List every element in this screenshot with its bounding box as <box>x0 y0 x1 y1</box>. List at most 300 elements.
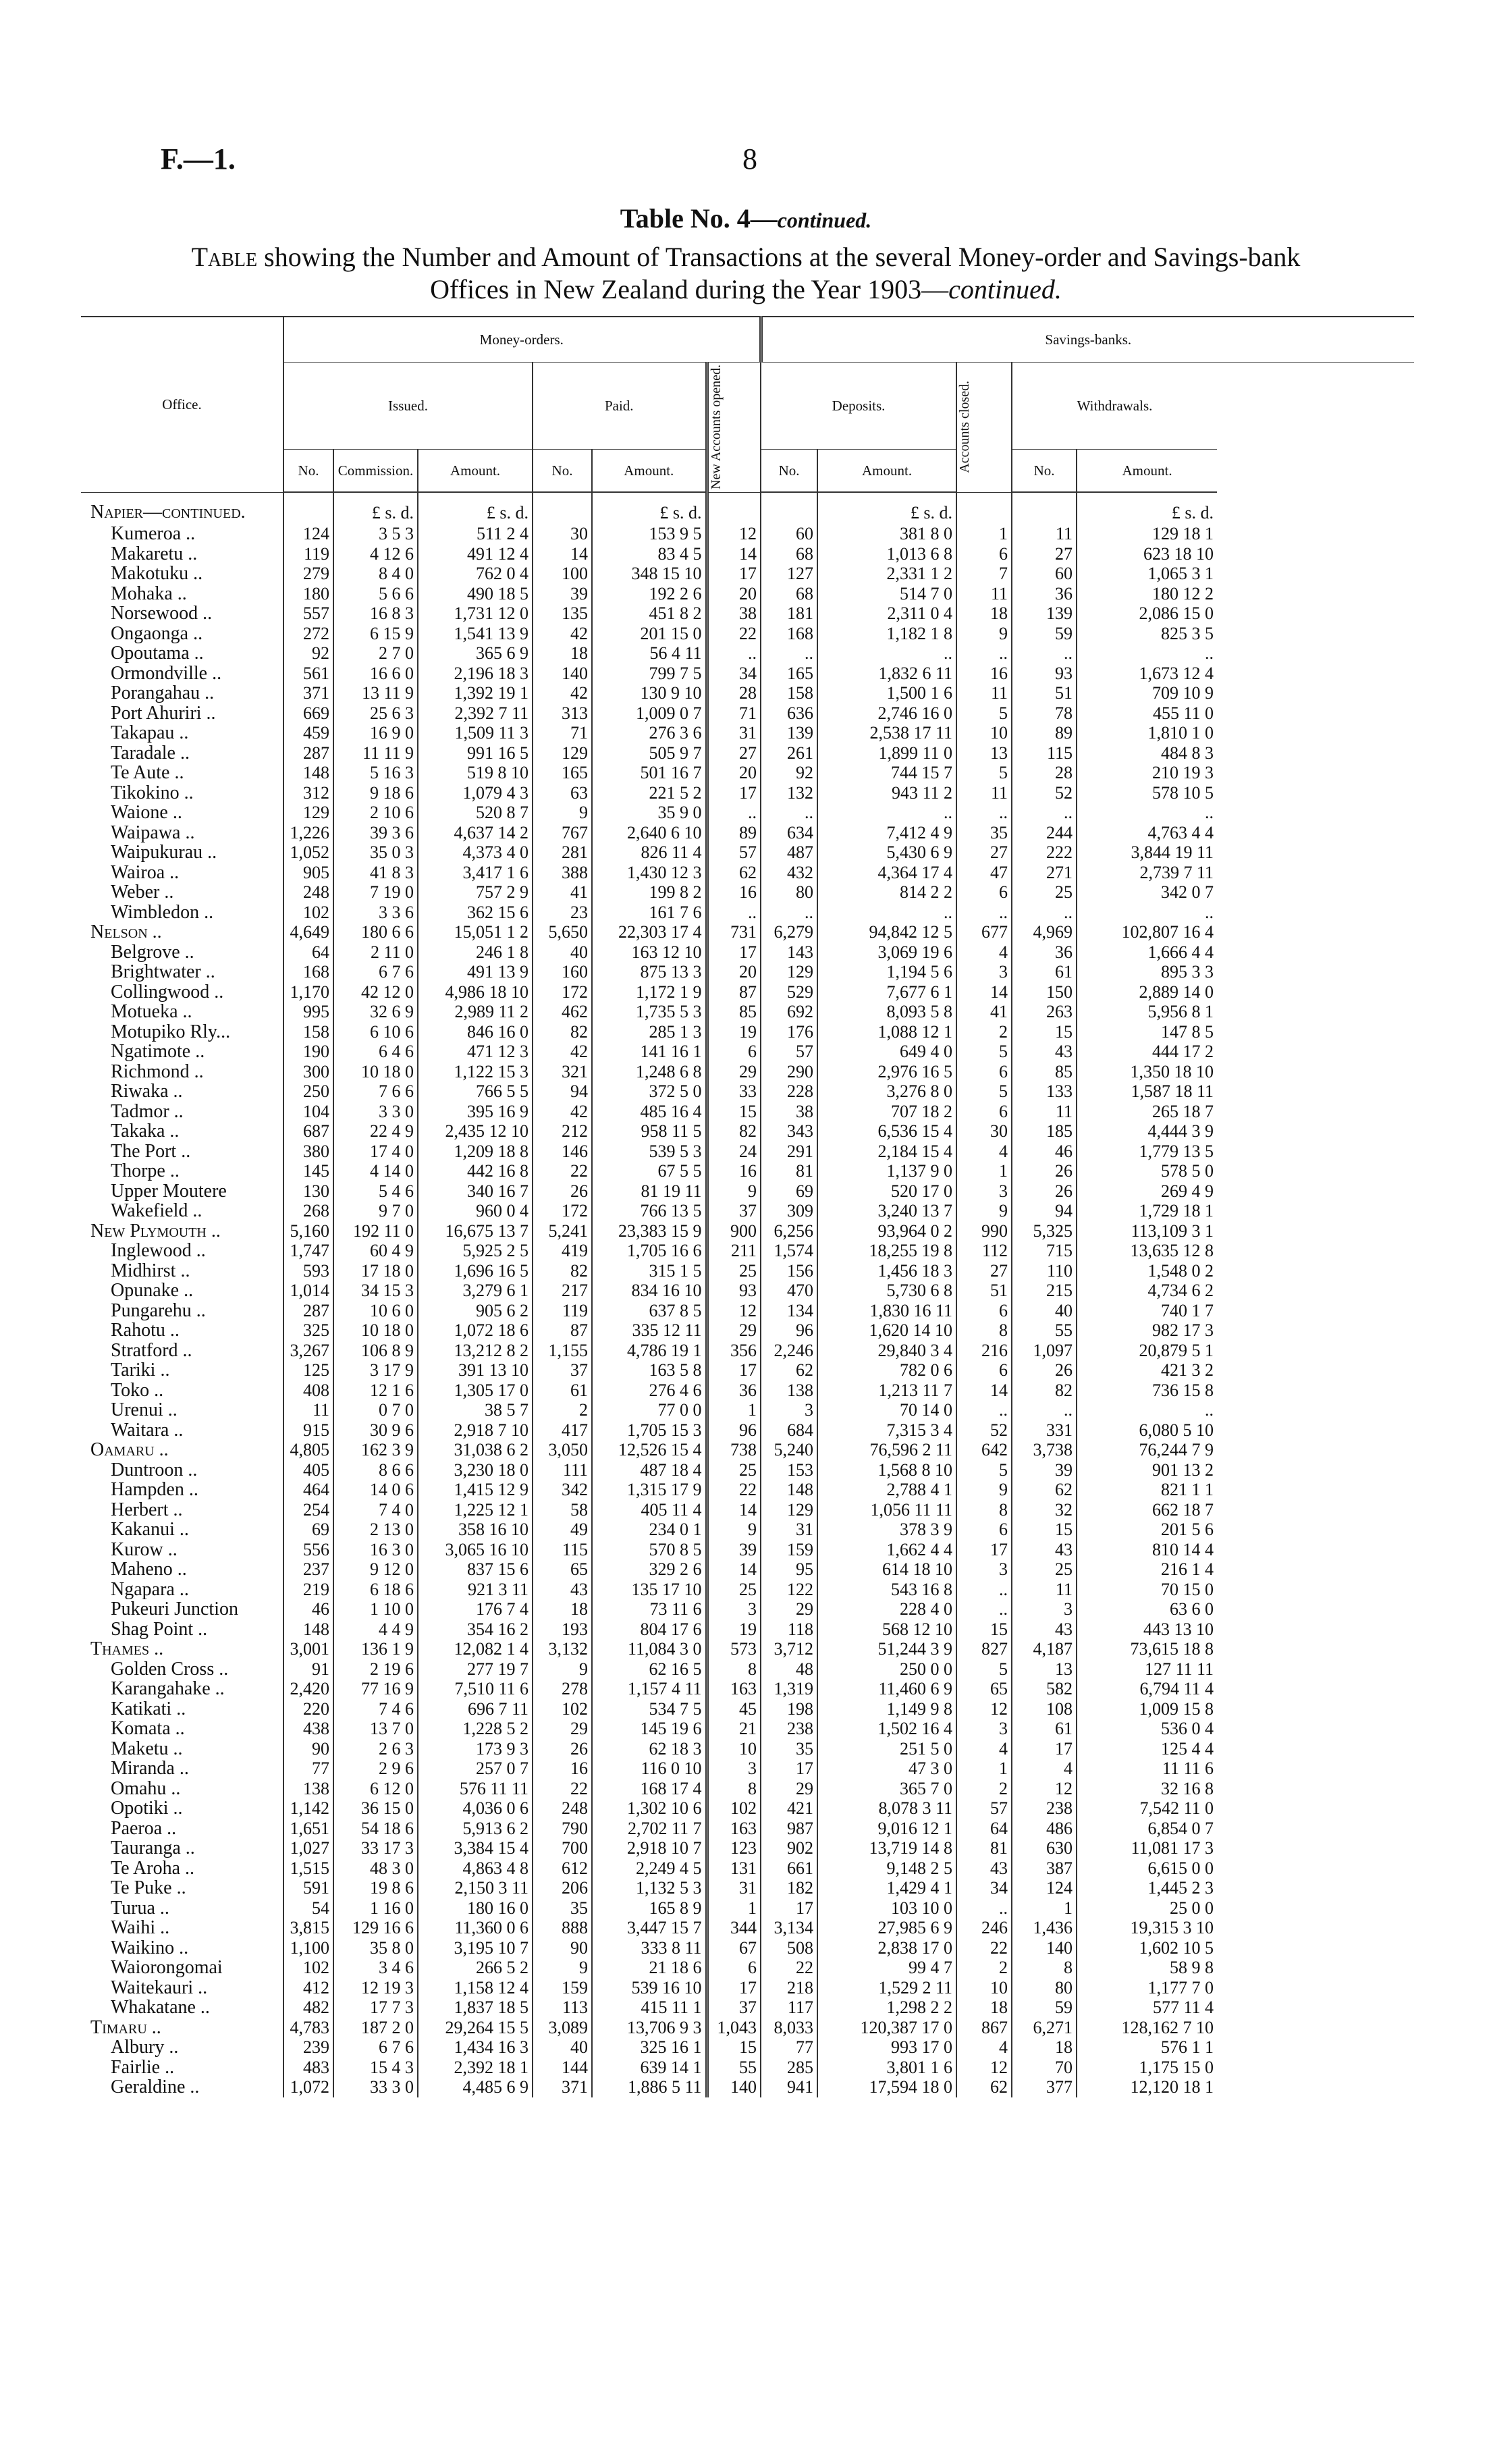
issued-amount: 3,195 10 7 <box>418 1938 533 1958</box>
withdrawals-no: 55 <box>1012 1320 1077 1341</box>
new-accounts: 37 <box>707 1998 761 2018</box>
paid-no: 3,050 <box>533 1440 592 1460</box>
accounts-closed: 52 <box>956 1420 1012 1441</box>
withdrawals-amount: 6,080 5 10 <box>1077 1420 1217 1441</box>
withdrawals-no: 4,187 <box>1012 1639 1077 1659</box>
paid-amount: 325 16 1 <box>592 2037 707 2058</box>
office-name: Kumeroa .. <box>111 524 196 544</box>
deposits-amount: 1,182 1 8 <box>817 624 956 644</box>
new-accounts: 17 <box>707 1360 761 1381</box>
withdrawals-amount: 127 11 11 <box>1077 1659 1217 1680</box>
paid-amount: 141 16 1 <box>592 1042 707 1062</box>
new-accounts: 38 <box>707 604 761 624</box>
deposits-no: 3 <box>761 1400 817 1420</box>
paid-no: 172 <box>533 1201 592 1221</box>
deposits-amount: 1,013 6 8 <box>817 544 956 564</box>
deposits-amount: .. <box>817 643 956 664</box>
paid-no: 119 <box>533 1301 592 1321</box>
paid-amount: 1,735 5 3 <box>592 1002 707 1022</box>
table-row <box>81 544 1414 564</box>
issued-amount: 491 12 4 <box>418 544 533 564</box>
commission: 7 4 6 <box>333 1699 418 1719</box>
issued-no: 180 <box>283 584 333 604</box>
deposits-no: .. <box>761 903 817 923</box>
withdrawals-no: .. <box>1012 643 1077 664</box>
deposits-no: 69 <box>761 1181 817 1202</box>
commission: 7 19 0 <box>333 882 418 903</box>
paid-amount: 22,303 17 4 <box>592 922 707 942</box>
accounts-closed: 16 <box>956 664 1012 684</box>
paid-no: 26 <box>533 1739 592 1759</box>
withdrawals-no: 25 <box>1012 882 1077 903</box>
deposits-amount: 11,460 6 9 <box>817 1679 956 1699</box>
withdrawals-no: 185 <box>1012 1121 1077 1142</box>
new-accounts: 93 <box>707 1281 761 1301</box>
deposits-no: 343 <box>761 1121 817 1142</box>
deposits-amount: 3,276 8 0 <box>817 1081 956 1102</box>
commission: 2 6 3 <box>333 1739 418 1759</box>
issued-amount: 15,051 1 2 <box>418 922 533 942</box>
office-name: Ormondville .. <box>111 663 222 683</box>
withdrawals-amount: 455 11 0 <box>1077 703 1217 724</box>
table-row <box>81 1460 1414 1480</box>
paid-no: 700 <box>533 1838 592 1858</box>
deposits-amount: 29,840 3 4 <box>817 1341 956 1361</box>
paid-amount: 1,315 17 9 <box>592 1480 707 1500</box>
withdrawals-no: 15 <box>1012 1022 1077 1042</box>
deposits-amount: 9,016 12 1 <box>817 1819 956 1839</box>
issued-no: 669 <box>283 703 333 724</box>
paid-no: 159 <box>533 1978 592 1998</box>
new-accounts: 21 <box>707 1719 761 1739</box>
deposits-no: 138 <box>761 1381 817 1401</box>
withdrawals-amount: 58 9 8 <box>1077 1958 1217 1978</box>
office-name: Pukeuri Junction <box>111 1599 238 1619</box>
withdrawals-amount: 7,542 11 0 <box>1077 1798 1217 1819</box>
issued-no: 2,420 <box>283 1679 333 1699</box>
withdrawals-no: 108 <box>1012 1699 1077 1719</box>
accounts-closed: 22 <box>956 1938 1012 1958</box>
office-name: Albury .. <box>111 2037 179 2058</box>
header-paid-no: No. <box>533 450 592 493</box>
withdrawals-no: 244 <box>1012 823 1077 843</box>
paid-amount: 276 3 6 <box>592 723 707 743</box>
office-name: Collingwood .. <box>111 982 224 1002</box>
office-name: Omahu .. <box>111 1778 181 1798</box>
withdrawals-no: 36 <box>1012 584 1077 604</box>
paid-no: 26 <box>533 1181 592 1202</box>
new-accounts: 82 <box>707 1121 761 1142</box>
accounts-closed: 57 <box>956 1798 1012 1819</box>
issued-no: 239 <box>283 2037 333 2058</box>
accounts-closed: 677 <box>956 922 1012 942</box>
issued-no: 905 <box>283 863 333 883</box>
commission: 35 8 0 <box>333 1938 418 1958</box>
section-label-row <box>81 492 1414 524</box>
deposits-amount: 2,976 16 5 <box>817 1062 956 1082</box>
paid-no: 888 <box>533 1918 592 1938</box>
issued-amount: 365 6 9 <box>418 643 533 664</box>
header-issued-amount: Amount. <box>418 450 533 493</box>
withdrawals-amount: 6,615 0 0 <box>1077 1858 1217 1879</box>
table-row <box>81 1500 1414 1520</box>
issued-amount: 277 19 7 <box>418 1659 533 1680</box>
withdrawals-amount: 901 13 2 <box>1077 1460 1217 1480</box>
issued-amount: 354 16 2 <box>418 1619 533 1640</box>
withdrawals-amount: 736 15 8 <box>1077 1381 1217 1401</box>
commission: 39 3 6 <box>333 823 418 843</box>
table-row <box>81 1381 1414 1401</box>
issued-amount: 1,509 11 3 <box>418 723 533 743</box>
table-row <box>81 2077 1414 2097</box>
issued-amount: 905 6 2 <box>418 1301 533 1321</box>
issued-no: 145 <box>283 1161 333 1181</box>
withdrawals-amount: 895 3 3 <box>1077 962 1217 982</box>
commission: 2 10 6 <box>333 803 418 823</box>
paid-no: 102 <box>533 1699 592 1719</box>
accounts-closed: 81 <box>956 1838 1012 1858</box>
office-name: Whakatane .. <box>111 1998 210 2018</box>
withdrawals-no: 17 <box>1012 1739 1077 1759</box>
withdrawals-no: 263 <box>1012 1002 1077 1022</box>
paid-no: 146 <box>533 1142 592 1162</box>
office-name: Belgrove .. <box>111 942 194 962</box>
table-row <box>81 1241 1414 1261</box>
issued-amount: 31,038 6 2 <box>418 1440 533 1460</box>
currency-units: £ s. d. <box>333 492 418 524</box>
deposits-amount: 7,315 3 4 <box>817 1420 956 1441</box>
table-row <box>81 1360 1414 1381</box>
office-name: Waikino .. <box>111 1937 189 1958</box>
deposits-amount: 814 2 2 <box>817 882 956 903</box>
new-accounts: 25 <box>707 1580 761 1600</box>
office-name: Wairoa .. <box>111 862 180 882</box>
issued-amount: 5,925 2 5 <box>418 1241 533 1261</box>
table-row <box>81 604 1414 624</box>
paid-amount: 276 4 6 <box>592 1381 707 1401</box>
deposits-no: 57 <box>761 1042 817 1062</box>
issued-no: 3,001 <box>283 1639 333 1659</box>
accounts-closed: 6 <box>956 1102 1012 1122</box>
accounts-closed: 35 <box>956 823 1012 843</box>
table-row <box>81 903 1414 923</box>
issued-no: 1,100 <box>283 1938 333 1958</box>
deposits-amount: 4,364 17 4 <box>817 863 956 883</box>
office-name: Ngapara .. <box>111 1579 189 1599</box>
issued-no: 125 <box>283 1360 333 1381</box>
deposits-no: 132 <box>761 783 817 803</box>
paid-no: 40 <box>533 2037 592 2058</box>
commission: 162 3 9 <box>333 1440 418 1460</box>
deposits-no: 692 <box>761 1002 817 1022</box>
accounts-closed: 15 <box>956 1619 1012 1640</box>
deposits-amount: 614 18 10 <box>817 1559 956 1580</box>
new-accounts: 28 <box>707 683 761 703</box>
paid-no: 419 <box>533 1241 592 1261</box>
table-row <box>81 942 1414 963</box>
new-accounts: 131 <box>707 1858 761 1879</box>
withdrawals-no: 1,436 <box>1012 1918 1077 1938</box>
paid-no: 40 <box>533 942 592 963</box>
paid-amount: 165 8 9 <box>592 1898 707 1919</box>
commission: 4 14 0 <box>333 1161 418 1181</box>
paid-no: 111 <box>533 1460 592 1480</box>
paid-amount: 1,705 15 3 <box>592 1420 707 1441</box>
issued-amount: 960 0 4 <box>418 1201 533 1221</box>
deposits-amount: 378 3 9 <box>817 1520 956 1540</box>
withdrawals-no: 94 <box>1012 1201 1077 1221</box>
issued-no: 237 <box>283 1559 333 1580</box>
issued-no: 556 <box>283 1540 333 1560</box>
paid-no: 18 <box>533 643 592 664</box>
deposits-amount: .. <box>817 803 956 823</box>
issued-amount: 576 11 11 <box>418 1779 533 1799</box>
paid-no: 39 <box>533 584 592 604</box>
withdrawals-no: 28 <box>1012 763 1077 783</box>
withdrawals-no: 3 <box>1012 1599 1077 1619</box>
deposits-amount: 1,456 18 3 <box>817 1261 956 1281</box>
office-name: Thames .. <box>90 1639 164 1659</box>
office-name: Herbert .. <box>111 1499 183 1520</box>
deposits-no: 60 <box>761 524 817 544</box>
issued-no: 687 <box>283 1121 333 1142</box>
deposits-no: 661 <box>761 1858 817 1879</box>
commission: 10 18 0 <box>333 1320 418 1341</box>
issued-amount: 837 15 6 <box>418 1559 533 1580</box>
withdrawals-no: 11 <box>1012 524 1077 544</box>
paid-no: 9 <box>533 803 592 823</box>
deposits-amount: 943 11 2 <box>817 783 956 803</box>
table-row <box>81 1221 1414 1241</box>
new-accounts: 20 <box>707 962 761 982</box>
deposits-amount: 1,088 12 1 <box>817 1022 956 1042</box>
table-row <box>81 524 1414 544</box>
header-deposits-no: No. <box>761 450 817 493</box>
office-name: Waipawa .. <box>111 822 195 842</box>
deposits-no: 165 <box>761 664 817 684</box>
issued-no: 1,651 <box>283 1819 333 1839</box>
issued-amount: 29,264 15 5 <box>418 2018 533 2038</box>
withdrawals-amount: 536 0 4 <box>1077 1719 1217 1739</box>
withdrawals-amount: 147 8 5 <box>1077 1022 1217 1042</box>
commission: 0 7 0 <box>333 1400 418 1420</box>
accounts-closed: 64 <box>956 1819 1012 1839</box>
issued-no: 90 <box>283 1739 333 1759</box>
office-name: Pungarehu .. <box>111 1300 206 1320</box>
office-name: Waitara .. <box>111 1420 184 1440</box>
issued-no: 77 <box>283 1759 333 1779</box>
accounts-closed: .. <box>956 1400 1012 1420</box>
commission: 17 4 0 <box>333 1142 418 1162</box>
withdrawals-amount: 70 15 0 <box>1077 1580 1217 1600</box>
new-accounts: 31 <box>707 723 761 743</box>
table-body <box>81 492 1414 2097</box>
paid-no: 1,155 <box>533 1341 592 1361</box>
office-name: Toko .. <box>111 1380 164 1400</box>
accounts-closed: 216 <box>956 1341 1012 1361</box>
office-name: Richmond .. <box>111 1061 204 1081</box>
issued-no: 119 <box>283 544 333 564</box>
issued-amount: 2,392 18 1 <box>418 2058 533 2078</box>
issued-amount: 1,837 18 5 <box>418 1998 533 2018</box>
commission: 16 8 3 <box>333 604 418 624</box>
commission: 3 17 9 <box>333 1360 418 1381</box>
deposits-no: 5,240 <box>761 1440 817 1460</box>
table-row <box>81 1798 1414 1819</box>
withdrawals-no: .. <box>1012 803 1077 823</box>
table-row <box>81 1142 1414 1162</box>
issued-amount: 1,209 18 8 <box>418 1142 533 1162</box>
office-name: Shag Point .. <box>111 1619 208 1639</box>
paid-amount: 348 15 10 <box>592 564 707 584</box>
issued-amount: 4,863 4 8 <box>418 1858 533 1879</box>
deposits-no: 941 <box>761 2077 817 2097</box>
deposits-no: 68 <box>761 544 817 564</box>
commission: 8 6 6 <box>333 1460 418 1480</box>
paid-no: 135 <box>533 604 592 624</box>
issued-amount: 16,675 13 7 <box>418 1221 533 1241</box>
withdrawals-amount: 1,666 4 4 <box>1077 942 1217 963</box>
deposits-amount: 707 18 2 <box>817 1102 956 1122</box>
table-row <box>81 743 1414 764</box>
paid-no: 82 <box>533 1022 592 1042</box>
table-row <box>81 1440 1414 1460</box>
paid-no: 94 <box>533 1081 592 1102</box>
header-money-orders: Money-orders. <box>283 317 761 363</box>
withdrawals-amount: 63 6 0 <box>1077 1599 1217 1619</box>
accounts-closed: 8 <box>956 1320 1012 1341</box>
deposits-amount: 6,536 15 4 <box>817 1121 956 1142</box>
issued-amount: 266 5 2 <box>418 1958 533 1978</box>
withdrawals-amount: 444 17 2 <box>1077 1042 1217 1062</box>
new-accounts: 24 <box>707 1142 761 1162</box>
paid-amount: 163 12 10 <box>592 942 707 963</box>
withdrawals-amount: 1,065 3 1 <box>1077 564 1217 584</box>
paid-no: 767 <box>533 823 592 843</box>
issued-amount: 391 13 10 <box>418 1360 533 1381</box>
new-accounts: 163 <box>707 1819 761 1839</box>
deposits-amount: 1,830 16 11 <box>817 1301 956 1321</box>
table-row <box>81 1958 1414 1978</box>
accounts-closed: .. <box>956 803 1012 823</box>
table-row <box>81 1838 1414 1858</box>
issued-no: 312 <box>283 783 333 803</box>
paid-amount: 3,447 15 7 <box>592 1918 707 1938</box>
paid-no: 144 <box>533 2058 592 2078</box>
new-accounts: 356 <box>707 1341 761 1361</box>
accounts-closed: 4 <box>956 2037 1012 2058</box>
deposits-amount: 1,298 2 2 <box>817 1998 956 2018</box>
issued-no: 138 <box>283 1779 333 1799</box>
table-row <box>81 1042 1414 1062</box>
paid-amount: 4,786 19 1 <box>592 1341 707 1361</box>
deposits-no: 198 <box>761 1699 817 1719</box>
currency-units: £ s. d. <box>817 492 956 524</box>
deposits-no: 29 <box>761 1599 817 1619</box>
issued-amount: 11,360 0 6 <box>418 1918 533 1938</box>
office-name: Te Aroha .. <box>111 1858 195 1878</box>
deposits-amount: 2,838 17 0 <box>817 1938 956 1958</box>
deposits-no: 17 <box>761 1759 817 1779</box>
office-name: Waipukurau .. <box>111 842 217 863</box>
issued-no: 130 <box>283 1181 333 1202</box>
office-name: Turua .. <box>111 1898 169 1918</box>
office-name: Motupiko Rly... <box>111 1021 231 1042</box>
office-name: Paeroa .. <box>111 1818 177 1838</box>
office-name: Maketu .. <box>111 1738 183 1759</box>
deposits-amount: 1,899 11 0 <box>817 743 956 764</box>
office-name: Tauranga .. <box>111 1838 195 1858</box>
new-accounts: 37 <box>707 1201 761 1221</box>
header-savings-banks: Savings-banks. <box>761 317 1414 363</box>
withdrawals-amount: 1,445 2 3 <box>1077 1878 1217 1898</box>
office-name: Timaru .. <box>90 2017 161 2037</box>
deposits-amount: 17,594 18 0 <box>817 2077 956 2097</box>
office-name: Nelson .. <box>90 922 162 942</box>
withdrawals-no: 387 <box>1012 1858 1077 1879</box>
accounts-closed: 5 <box>956 1460 1012 1480</box>
office-name: Ongaonga .. <box>111 623 203 643</box>
new-accounts: 12 <box>707 1301 761 1321</box>
paid-no: 5,650 <box>533 922 592 942</box>
withdrawals-amount: 2,889 14 0 <box>1077 982 1217 1002</box>
table-row <box>81 1998 1414 2018</box>
currency-units: £ s. d. <box>592 492 707 524</box>
table-row <box>81 1559 1414 1580</box>
paid-amount: 539 16 10 <box>592 1978 707 1998</box>
deposits-amount: 568 12 10 <box>817 1619 956 1640</box>
accounts-closed: 7 <box>956 564 1012 584</box>
paid-amount: 13,706 9 3 <box>592 2018 707 2038</box>
new-accounts: 19 <box>707 1619 761 1640</box>
issued-no: 104 <box>283 1102 333 1122</box>
issued-amount: 3,417 1 6 <box>418 863 533 883</box>
deposits-amount: 649 4 0 <box>817 1042 956 1062</box>
withdrawals-amount: 1,177 7 0 <box>1077 1978 1217 1998</box>
deposits-no: 81 <box>761 1161 817 1181</box>
withdrawals-no: 43 <box>1012 1619 1077 1640</box>
deposits-no: 134 <box>761 1301 817 1321</box>
issued-no: 4,805 <box>283 1440 333 1460</box>
withdrawals-no: 12 <box>1012 1779 1077 1799</box>
paid-no: 71 <box>533 723 592 743</box>
new-accounts: 17 <box>707 783 761 803</box>
accounts-closed: 5 <box>956 703 1012 724</box>
new-accounts: 20 <box>707 584 761 604</box>
withdrawals-amount: 810 14 4 <box>1077 1540 1217 1560</box>
table-title: Table showing the Number and Amount of Transactions at the several Money-order and Savings-bank Offices in New Zealand during the Year 1903—continued. <box>191 242 1301 304</box>
table-row <box>81 2058 1414 2078</box>
accounts-closed: 9 <box>956 1201 1012 1221</box>
issued-amount: 5,913 6 2 <box>418 1819 533 1839</box>
accounts-closed: .. <box>956 903 1012 923</box>
commission: 5 4 6 <box>333 1181 418 1202</box>
paid-amount: 2,702 11 7 <box>592 1819 707 1839</box>
accounts-closed: 6 <box>956 1301 1012 1321</box>
issued-amount: 2,392 7 11 <box>418 703 533 724</box>
paid-amount: 487 18 4 <box>592 1460 707 1480</box>
office-name: Porangahau .. <box>111 683 215 703</box>
deposits-no: 118 <box>761 1619 817 1640</box>
issued-no: 124 <box>283 524 333 544</box>
paid-amount: 163 5 8 <box>592 1360 707 1381</box>
deposits-no: 8,033 <box>761 2018 817 2038</box>
deposits-amount: 1,502 16 4 <box>817 1719 956 1739</box>
deposits-no: 634 <box>761 823 817 843</box>
issued-no: 287 <box>283 1301 333 1321</box>
paid-no: 42 <box>533 1102 592 1122</box>
deposits-amount: 782 0 6 <box>817 1360 956 1381</box>
